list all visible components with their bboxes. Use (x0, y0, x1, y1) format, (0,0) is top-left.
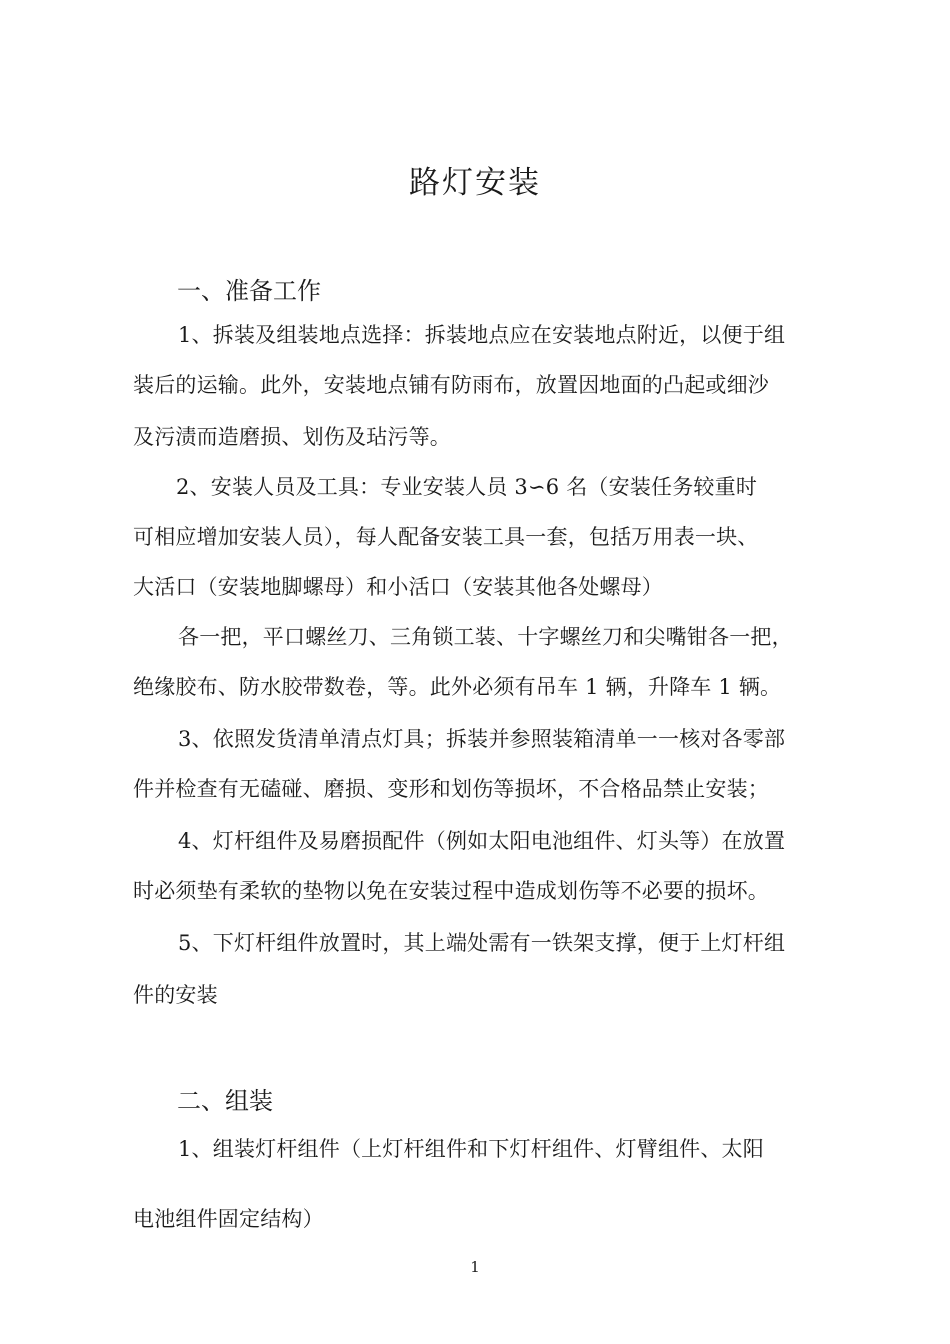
paragraph-line: 大活口（安装地脚螺母）和小活口（安装其他各处螺母） (133, 575, 663, 599)
paragraph-line: 件并检查有无磕碰、磨损、变形和划伤等损坏，不合格品禁止安装； (133, 777, 769, 801)
paragraph-line: 及污渍而造磨损、划伤及玷污等。 (133, 425, 451, 449)
document-title: 路灯安装 (409, 165, 541, 201)
paragraph-line: 5、下灯杆组件放置时，其上端处需有一铁架支撑，便于上灯杆组 (178, 931, 786, 955)
section-heading-assembly: 二、组装 (177, 1087, 273, 1115)
paragraph-line: 件的安装 (133, 983, 218, 1007)
paragraph-line: 装后的运输。此外，安装地点铺有防雨布，放置因地面的凸起或细沙 (133, 373, 769, 397)
paragraph-line: 1、拆装及组装地点选择：拆装地点应在安装地点附近，以便于组 (178, 323, 786, 347)
paragraph-line: 4、灯杆组件及易磨损配件（例如太阳电池组件、灯头等）在放置 (178, 829, 786, 853)
paragraph-line: 绝缘胶布、防水胶带数卷，等。此外必须有吊车 1 辆，升降车 1 辆。 (133, 675, 782, 699)
paragraph-line: 3、依照发货清单清点灯具；拆装并参照装箱清单一一核对各零部 (178, 727, 786, 751)
paragraph-line: 各一把，平口螺丝刀、三角锁工装、十字螺丝刀和尖嘴钳各一把， (178, 625, 793, 649)
paragraph-line: 可相应增加安装人员），每人配备安装工具一套，包括万用表一块、 (133, 525, 759, 549)
paragraph-line: 时必须垫有柔软的垫物以免在安装过程中造成划伤等不必要的损坏。 (133, 879, 769, 903)
paragraph-line: 电池组件固定结构） (133, 1207, 324, 1231)
section-heading-preparation: 一、准备工作 (177, 277, 321, 305)
paragraph-line: 1、组装灯杆组件（上灯杆组件和下灯杆组件、灯臂组件、太阳 (178, 1137, 764, 1161)
page-number: 1 (470, 1258, 480, 1276)
paragraph-line: 2、安装人员及工具：专业安装人员 3∽6 名（安装任务较重时 (176, 475, 758, 499)
